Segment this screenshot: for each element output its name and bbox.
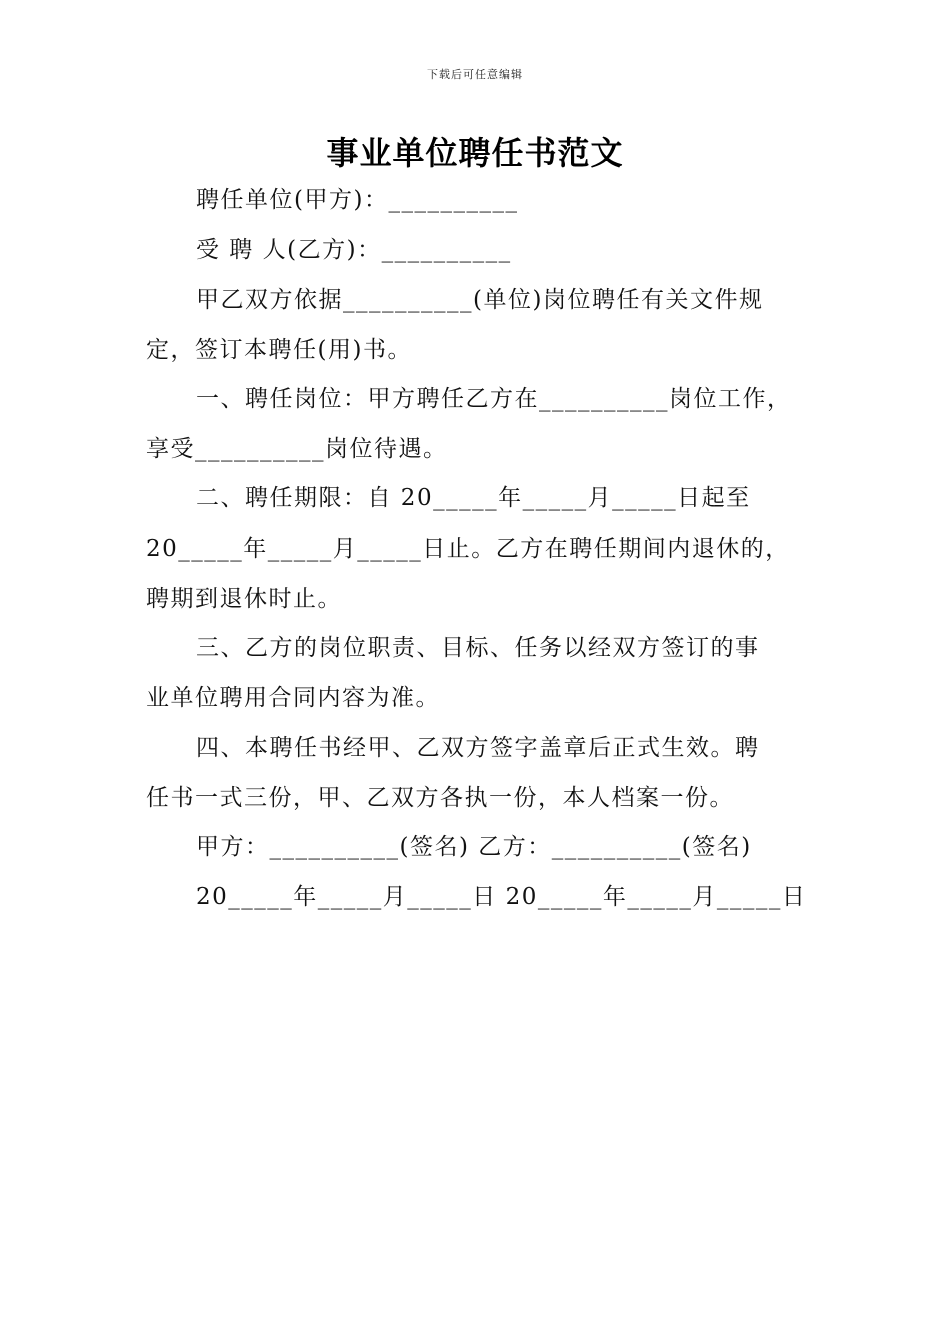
date-line: 20_____年_____月_____日 20_____年_____月_____日 — [196, 884, 807, 910]
clause-2-line-2: 20_____年_____月_____日止。乙方在聘任期间内退休的， — [146, 536, 790, 562]
document-title: 事业单位聘任书范文 — [326, 134, 624, 172]
header-note: 下载后可任意编辑 — [427, 68, 523, 81]
employee-line: 受 聘 人(乙方)：__________ — [196, 237, 512, 263]
clause-4-line-1: 四、本聘任书经甲、乙双方签字盖章后正式生效。聘 — [196, 735, 760, 761]
signature-line: 甲方：__________(签名) 乙方：__________(签名) — [196, 834, 752, 860]
clause-2-line-1: 二、聘任期限：自 20_____年_____月_____日起至 — [196, 485, 751, 511]
clause-1-line-2: 享受__________岗位待遇。 — [146, 436, 448, 462]
clause-2-line-3: 聘期到退休时止。 — [146, 586, 342, 612]
clause-4-line-2: 任书一式三份，甲、乙双方各执一份，本人档案一份。 — [146, 785, 734, 811]
clause-3-line-2: 业单位聘用合同内容为准。 — [146, 685, 440, 711]
clause-3-line-1: 三、乙方的岗位职责、目标、任务以经双方签订的事 — [196, 635, 760, 661]
paragraph-intro-line-2: 定，签订本聘任(用)书。 — [146, 337, 412, 363]
paragraph-intro-line-1: 甲乙双方依据__________(单位)岗位聘任有关文件规 — [196, 287, 764, 313]
clause-1-line-1: 一、聘任岗位：甲方聘任乙方在__________岗位工作， — [196, 386, 792, 412]
employer-line: 聘任单位(甲方)：__________ — [196, 187, 519, 213]
